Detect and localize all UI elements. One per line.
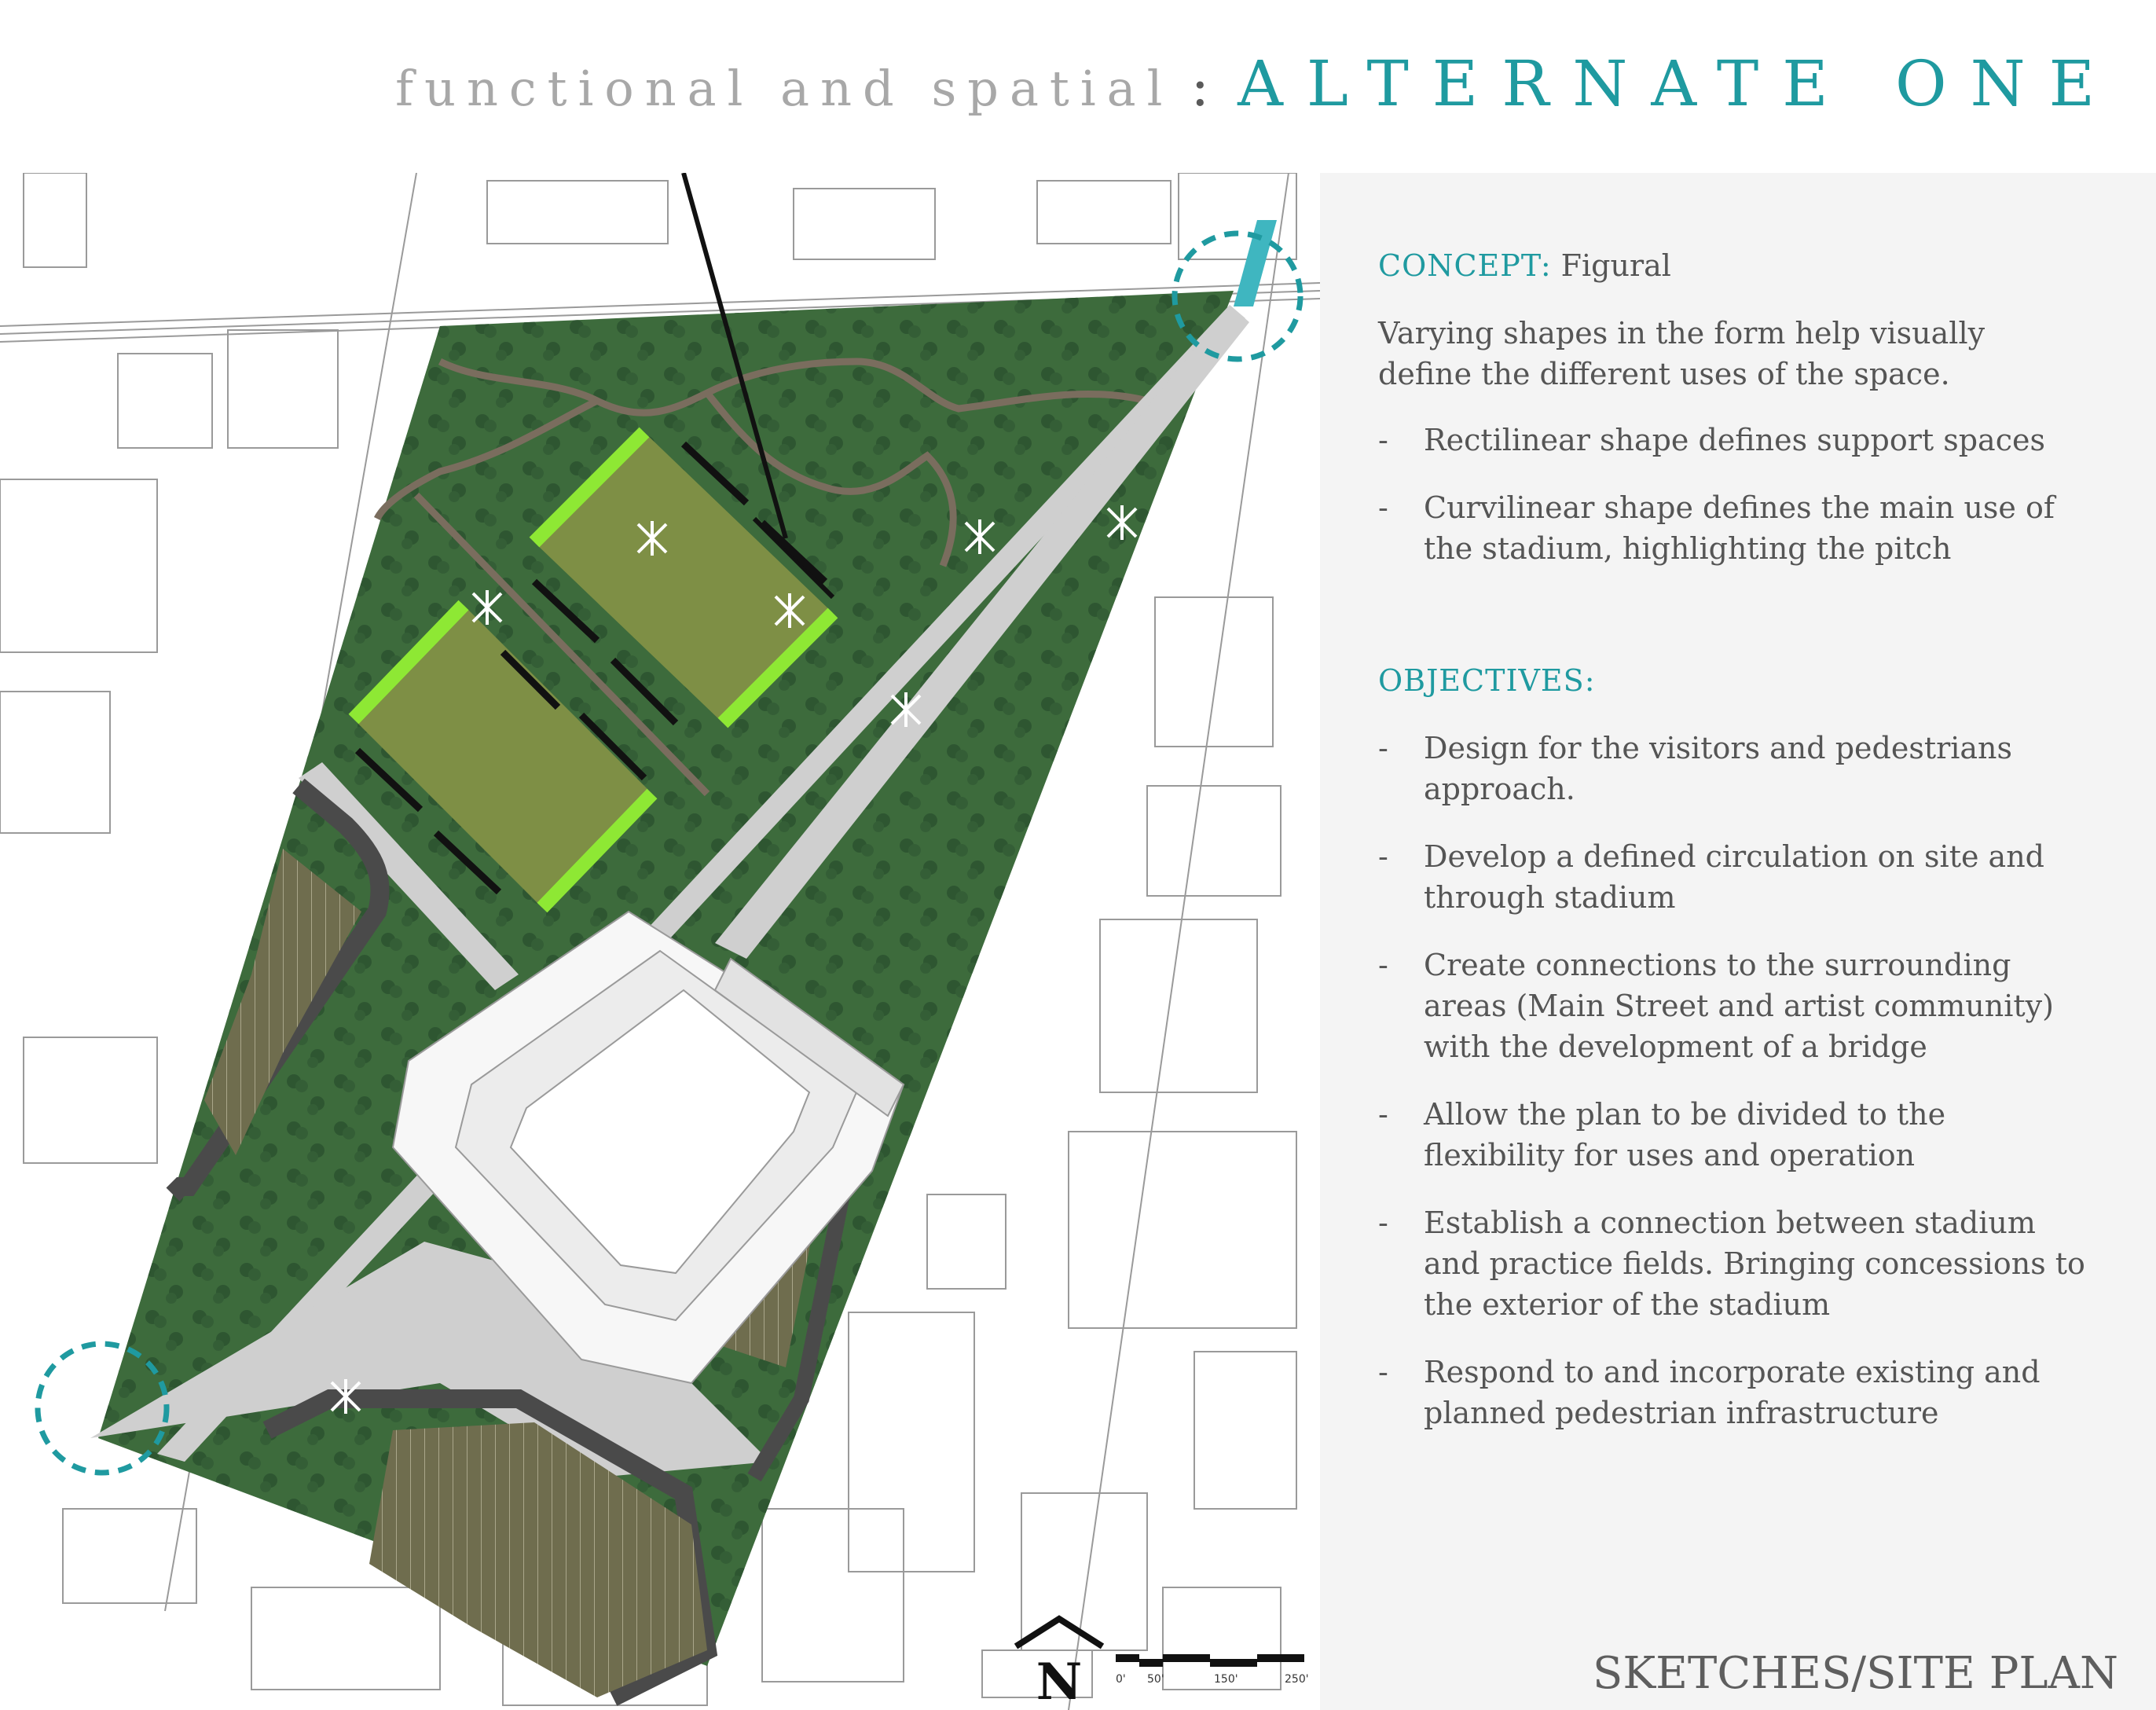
list-item xyxy=(1378,1352,2085,1433)
list-item-text: Allow the plan to be divided to the flexibility for uses and operation xyxy=(1424,1097,1946,1172)
objectives-label: OBJECTIVES: xyxy=(1378,663,1596,698)
scale-label: 150' xyxy=(1214,1673,1238,1686)
site-plan-drawing xyxy=(0,173,1320,1710)
bullet-marker: - xyxy=(1378,948,1388,982)
list-item xyxy=(1378,945,2085,1067)
page-title xyxy=(395,47,2118,120)
scale-label: 50' xyxy=(1147,1673,1164,1686)
list-item-text: Create connections to the surrounding areas (Main Street and artist community) with the development of a bridge xyxy=(1424,948,2054,1064)
concept-intro: Varying shapes in the form help visually define the different uses of the space. xyxy=(1378,316,1986,391)
footer-label: SKETCHES/SITE PLAN xyxy=(1592,1648,2118,1699)
title-main: ALTERNATE ONE xyxy=(1238,47,2118,120)
list-item-text: Design for the visitors and pedestrians approach. xyxy=(1424,731,2013,806)
list-item xyxy=(1378,1094,2085,1176)
scale-label: 250' xyxy=(1285,1673,1309,1686)
concept-value: Figural xyxy=(1560,248,1671,283)
scale-label: 0' xyxy=(1116,1673,1126,1686)
list-item-text: Develop a defined circulation on site and through stadium xyxy=(1424,839,2045,915)
bullet-marker: - xyxy=(1378,490,1388,525)
list-item xyxy=(1378,836,2085,918)
concept-label: CONCEPT: xyxy=(1378,248,1552,283)
bullet-marker: - xyxy=(1378,1355,1388,1389)
list-item xyxy=(1378,487,2085,569)
scale-bar xyxy=(1116,1654,1309,1686)
list-item-text: Establish a connection between stadium and practice fields. Bringing concessions to the exterior of the stadium xyxy=(1424,1205,2085,1322)
list-item xyxy=(1378,1202,2085,1325)
objectives-bullets xyxy=(1378,728,2085,1460)
title-subtitle: functional and spatial xyxy=(395,60,1174,117)
text-panel xyxy=(1320,173,2156,1710)
list-item xyxy=(1378,420,2085,461)
bullet-marker: - xyxy=(1378,839,1388,874)
north-arrow-icon xyxy=(1016,1619,1102,1710)
bullet-marker: - xyxy=(1378,1205,1388,1240)
bullet-marker: - xyxy=(1378,1097,1388,1132)
north-label: N xyxy=(1036,1653,1083,1710)
bullet-marker: - xyxy=(1378,731,1388,765)
list-item-text: Rectilinear shape defines support spaces xyxy=(1424,423,2045,457)
bridge xyxy=(1234,220,1277,306)
bullet-marker: - xyxy=(1378,423,1388,457)
list-item xyxy=(1378,728,2085,809)
list-item-text: Curvilinear shape defines the main use of the stadium, highlighting the pitch xyxy=(1424,490,2055,566)
concept-heading xyxy=(1378,245,2085,286)
list-item-text: Respond to and incorporate existing and planned pedestrian infrastructure xyxy=(1424,1355,2040,1430)
title-separator: : xyxy=(1190,54,1221,119)
objectives-heading xyxy=(1378,660,2085,701)
concept-bullets xyxy=(1378,420,2085,596)
